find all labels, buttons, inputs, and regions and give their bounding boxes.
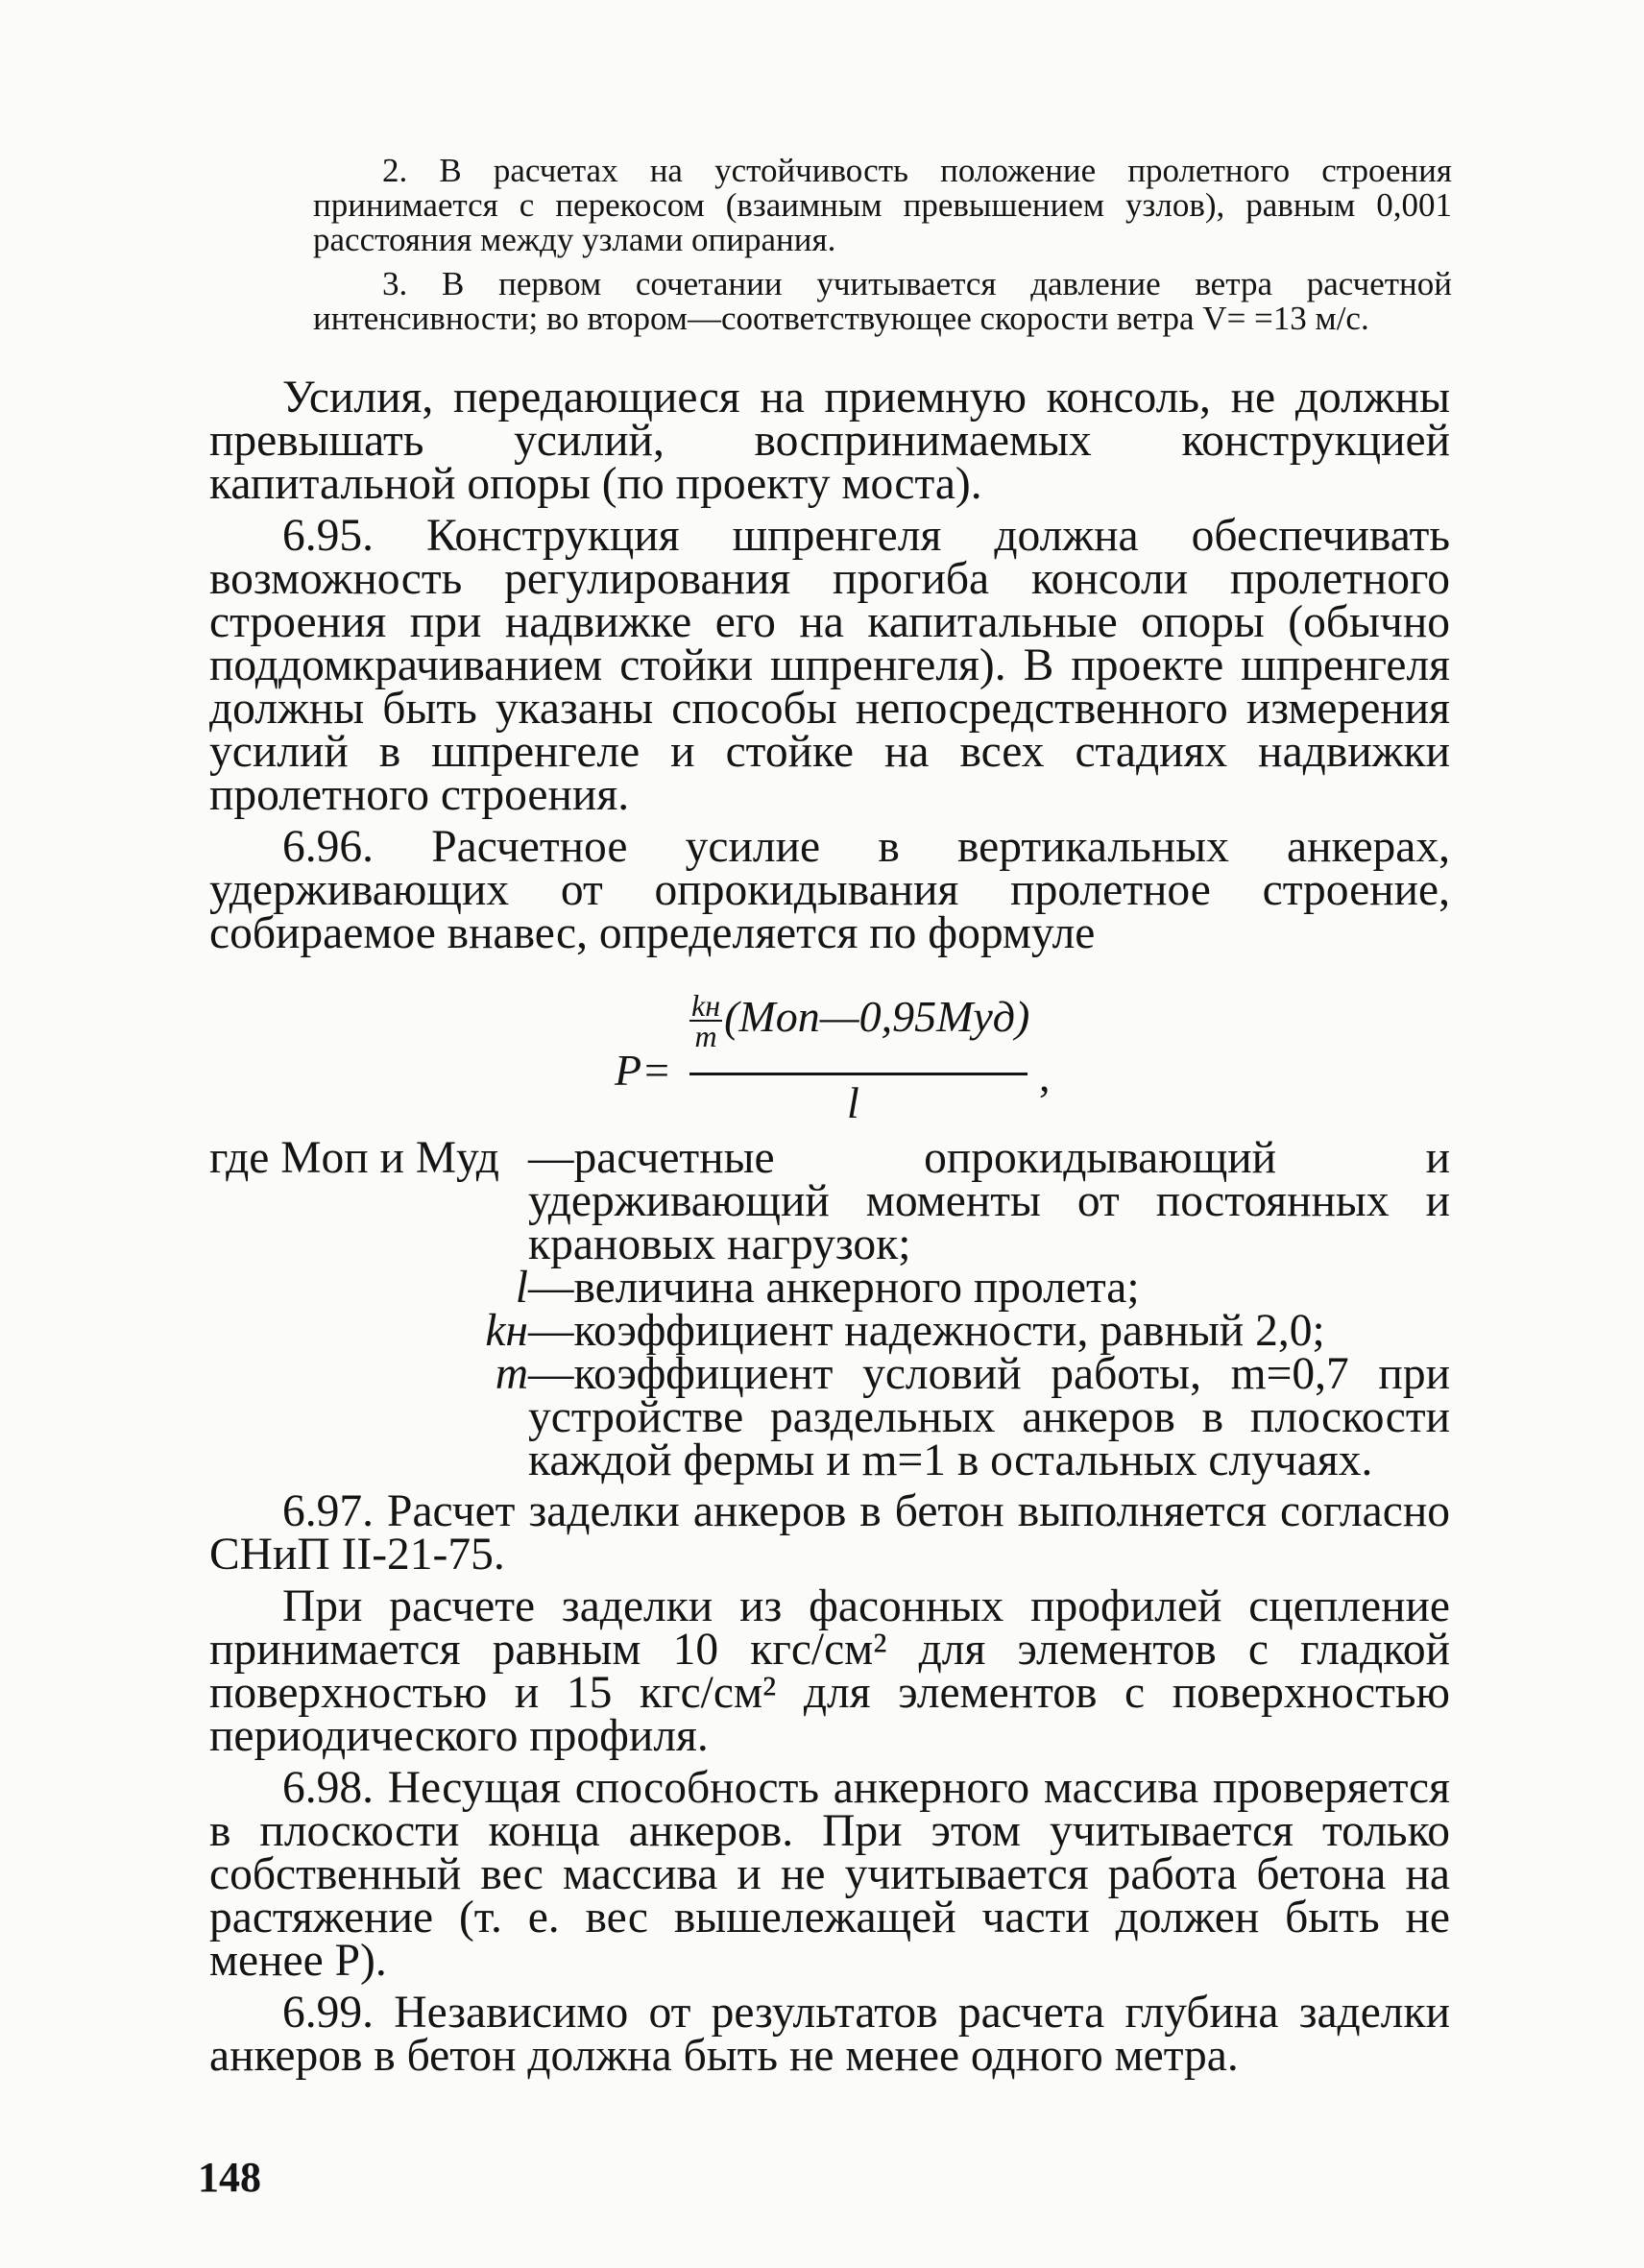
definition-symbol-l: l [515,1263,528,1313]
definition-symbol-moments: где Mоп и Mуд [209,1133,499,1183]
table-notes [313,154,1452,346]
paragraph-6-97: 6.97. Расчет заделки анкеров в бетон выполняется согласно СНиП II-21-75. [209,1486,1450,1580]
definition-m [209,1349,1450,1485]
note-3: 3. В первом сочетании учитывается давление ветра расчетной интенсивности; во втором—соответствующее скорости ветра V= =13 м/с. [313,265,1452,337]
definition-kn [209,1306,1450,1356]
formula-numerator [689,988,1030,1054]
formula-moments: (Mоп—0,95Mуд) [724,992,1030,1041]
formula-m: m [694,1019,717,1054]
paragraph-console-forces: Усилия, передающиеся на приемную консоль, не должны превышать усилий, воспринимаемых конструкцией капитальной опоры (по проекту моста). [209,373,1450,509]
formula-lhs: P= [615,1046,672,1095]
paragraph-6-98: 6.98. Несущая способность анкерного массива проверяется в плоскости конца анкеров. При этом учитывается только собственный вес массива и не учитывается работа бетона на растяжение (т. е. вес вышележащей части должен быть не менее P). [209,1763,1450,1986]
body-text-lower [209,1486,1450,2081]
definition-text-m: —коэффициент условий работы, m=0,7 при устройстве раздельных анкеров в плоскости каждой фермы и m=1 в остальных случаях. [528,1349,1450,1485]
note-2: 2. В расчетах на устойчивость положение пролетного строения принимается с перекосом (взаимным превышением узлов), равным 0,001 расстояния между узлами опирания. [313,152,1452,258]
formula-definitions [209,1133,1450,1485]
page-number: 148 [198,2154,261,2201]
body-text-upper [209,373,1450,958]
definition-text-kn: —коэффициент надежности, равный 2,0; [528,1306,1325,1356]
formula-kn-over-m [689,988,722,1054]
formula-comma: , [1039,1051,1051,1100]
paragraph-6-96: 6.96. Расчетное усилие в вертикальных анкерах, удерживающих от опрокидывания пролетное строение, собираемое внавес, определяется по формуле [209,822,1450,958]
definition-symbol-kn: kн [485,1306,528,1356]
definition-l [209,1263,1450,1313]
paragraph-6-95: 6.95. Конструкция шпренгеля должна обеспечивать возможность регулирования прогиба консоли пролетного строения при надвижке его на капитальные опоры (обычно поддомкрачиванием стойки шпренгеля). В проекте шпренгеля должны быть указаны способы непосредственного измерения усилий в шпренгеле и стойке на всех стадиях надвижки пролетного строения. [209,511,1450,820]
formula-kn: kн [691,988,721,1024]
definition-moments [209,1133,1450,1269]
formula-denominator: l [847,1078,859,1127]
anchor-force-formula [595,970,1076,1133]
paragraph-adhesion: При расчете заделки из фасонных профилей сцепление принимается равным 10 кгс/см² для элементов с гладкой поверхностью и 15 кгс/см² для элементов с поверхностью периодического профиля. [209,1581,1450,1761]
definition-text-moments: —расчетные опрокидывающий и удерживающий моменты от постоянных и крановых нагрузок; [528,1133,1450,1269]
definition-symbol-m: m [495,1349,528,1399]
formula-fraction-bar [689,1073,1028,1075]
paragraph-6-99: 6.99. Независимо от результатов расчета глубина заделки анкеров в бетон должна быть не менее одного метра. [209,1988,1450,2081]
definition-text-l: —величина анкерного пролета; [528,1263,1140,1313]
